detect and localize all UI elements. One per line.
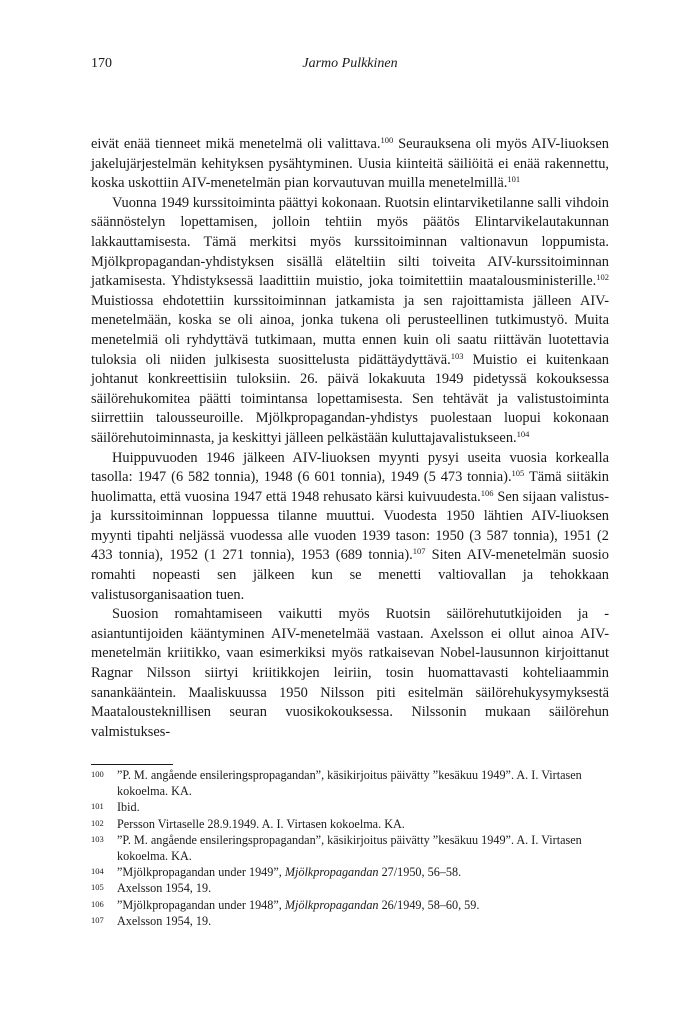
footnote-105 [91, 880, 609, 896]
footnote-100 [91, 767, 609, 799]
footnote-ref[interactable]: 106 [480, 487, 494, 498]
paragraph-text: Suosion romahtamiseen vaikutti myös Ruotsin säilörehututkijoiden ja -asiantuntijoiden kääntyminen AIV-menetelmää vastaan. Axelsson ei ollut ainoa AIV-menetelmän kriitikko, vaan esimerkiksi myös ratkaisevan Nobel-lausunnon kirjoittanut Ragnar Nilsson siirtyi kriitikkojen leiriin, tosin huomattavasti kohteliaammin sanankääntein. Maaliskuussa 1950 Nilsson piti esitelmän säilörehukysymyksestä Maatalousteknillisen seuran vuosikokouksessa. Nilssonin mukaan säilörehun valmistukses- [91, 606, 609, 740]
paragraph [91, 449, 609, 606]
paragraph-text: Tämä siitäkin huolimatta, että vuosina 1947 että 1948 rehusato kärsi kuivuudesta. [91, 469, 609, 505]
running-title: Jarmo Pulkkinen [302, 56, 398, 71]
journal-title: Mjölkpropagandan [284, 865, 379, 880]
footnote-number: 101 [91, 801, 104, 812]
footnote-ref[interactable]: 101 [507, 174, 521, 185]
paragraph [91, 194, 609, 449]
paragraph-text: Seurauksena oli myös AIV-liuoksen jakelujärjestelmän kehityksen pysähtyminen. Uusia kiinteitä säiliöitä ei enää rakennettu, koska uskottiin AIV-menetelmän pian korvautuvan muilla menetelmillä. [91, 136, 609, 192]
paragraph-text: Muistio ei kuitenkaan johtanut konkreettisiin tuloksiin. 26. päivä lokakuuta 1949 pidetyssä kokouksessa säilörehukomitea päätti toimintansa lopettamisesta. Sen tehtävät ja valistustoiminta siirrettiin talousseuroille. Mjölkpropagandan-yhdistys puolestaan luopui kokonaan säilörehutoiminnasta, ja keskittyi jälleen pelkästään kuluttajavalistukseen. [91, 351, 609, 446]
paragraph-text: Huippuvuoden 1946 jälkeen AIV-liuoksen myynti pysyi useita vuosia korkealla tasolla: 1947 (6 582 tonnia), 1948 (6 601 tonnia), 1949 (5 473 tonnia). [91, 449, 609, 486]
footnote-text: ”P. M. angående ensileringspropagandan”, käsikirjoitus päivätty ”kesäkuu 1949”. A. I. Virtasen kokoelma. KA. [117, 832, 582, 864]
footnote-text [117, 864, 609, 880]
footnote-102 [91, 816, 609, 832]
footnote-text: Ibid. [117, 800, 140, 815]
footnote-number: 106 [91, 898, 104, 909]
paragraph-text: eivät enää tienneet mikä menetelmä oli valittava. [91, 136, 381, 152]
footnote-text: ”P. M. angående ensileringspropagandan”, käsikirjoitus päivätty ”kesäkuu 1949”. A. I. Virtasen kokoelma. KA. [117, 768, 582, 799]
footnote-text-part: 26/1949, 58–60, 59. [378, 897, 480, 912]
footnote-text-part: ”Mjölkpropagandan under 1949”, [117, 865, 285, 880]
journal-title: Mjölkpropagandan [284, 897, 379, 912]
footnotes [91, 767, 609, 929]
footnote-104 [91, 864, 609, 880]
paragraph [91, 605, 609, 742]
footnote-number: 100 [91, 769, 104, 779]
paragraph-text: Vuonna 1949 kurssitoiminta päättyi kokonaan. Ruotsin elintarviketilanne salli vihdoin säännöstelyn lopettamisen, jolloin tehtiin myös päätös Elintarvikelautakunnan lakkauttamisesta. Tämä merkitsi myös kurssitoiminnan valtionavun loppumista. Mjölkpropagandan-yhdistyksen sisällä eläteltiin silti toiveita AIV-kurssitoiminnan jatkamisesta. Yhdistyksessä laadittiin muistio, joka toimitettiin maatalousministerille. [91, 194, 609, 290]
footnote-text [117, 897, 609, 913]
footnote-number: 104 [91, 866, 104, 877]
footnote-text: Persson Virtaselle 28.9.1949. A. I. Virtasen kokoelma. KA. [117, 816, 405, 831]
footnote-106 [91, 897, 609, 913]
footnote-text: Axelsson 1954, 19. [117, 913, 212, 928]
footnote-ref[interactable]: 104 [516, 428, 530, 439]
footnote-101 [91, 799, 609, 815]
paragraph [91, 135, 609, 194]
footnote-ref[interactable]: 107 [412, 546, 426, 557]
footnote-number: 102 [91, 817, 104, 828]
footnote-number: 105 [91, 882, 104, 893]
footnote-ref[interactable]: 100 [380, 135, 394, 145]
footnote-ref[interactable]: 103 [450, 350, 464, 361]
paragraph-text: Muistiossa ehdotettiin kurssitoiminnan jatkamista ja sen rajoittamista jälleen AIV-menetelmään, koska se oli ainoa, jonka tukena oli perusteellinen tutkimustyö. Muita menetelmiä oli ryhdyttävä tutkimaan, mutta ennen kuin oli saatu riittävän luotettavia tuloksia oli niiden julkisesta suosittelusta pidättäydyttävä. [91, 292, 609, 368]
footnote-103 [91, 832, 609, 864]
paragraph-text: Sen sijaan valistus- ja kurssitoiminnan loppuessa tilanne muuttui. Vuodesta 1950 lähtien AIV-liuoksen myynti tipahti neljässä vuodessa alle vuoden 1939 tason: 1950 (3 587 tonnia), 1951 (2 433 tonnia), 1952 (1 271 tonnia), 1953 (689 tonnia). [91, 488, 609, 564]
running-header [91, 56, 609, 74]
page-number: 170 [91, 56, 112, 71]
footnote-text-part: 27/1950, 56–58. [378, 865, 462, 880]
footnote-number: 107 [91, 914, 104, 925]
paragraph-text: Siten AIV-menetelmän suosio romahti nopeasti sen jälkeen kun se menetti valtiovallan ja tehokkaan valistusorganisaation tuen. [91, 547, 609, 603]
body-text [91, 135, 609, 742]
footnote-ref[interactable]: 102 [596, 272, 609, 283]
footnote-number: 103 [91, 833, 104, 844]
footnote-ref[interactable]: 105 [511, 468, 525, 479]
footnote-text: Axelsson 1954, 19. [117, 881, 212, 896]
footnote-text-part: ”Mjölkpropagandan under 1948”, [117, 897, 285, 912]
footnote-107 [91, 913, 609, 929]
footnote-separator [91, 764, 173, 765]
